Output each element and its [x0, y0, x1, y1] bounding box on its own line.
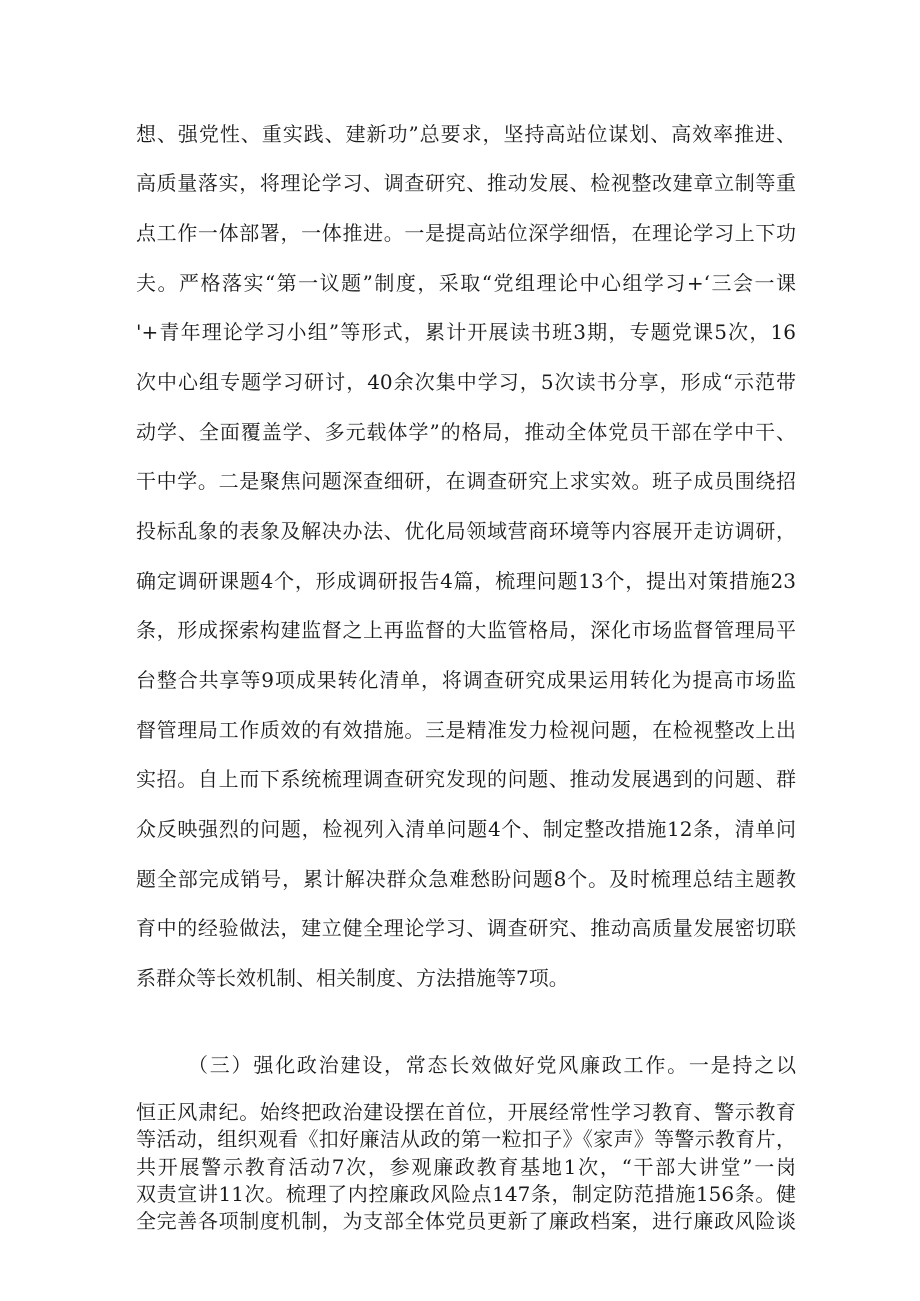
- section-heading-line: （三）强化政治建设，常态长效做好党风廉政工作。一是持之以: [188, 1053, 796, 1077]
- text-line: 点工作一体部署，一体推进。一是提高站位深学细悟，在理论学习上下功: [136, 221, 796, 245]
- text-line: 条，形成探索构建监督之上再监督的大监管格局，深化市场监督管理局平: [136, 618, 796, 642]
- text-line: 投标乱象的表象及解决办法、优化局领域营商环境等内容展开走访调研，: [136, 519, 796, 543]
- text-line: 次中心组专题学习研讨，40余次集中学习，5次读书分享，形成“示范带: [136, 370, 796, 394]
- text-line: 实招。自上而下系统梳理调查研究发现的问题、推动发展遇到的问题、群: [136, 767, 796, 791]
- text-line: 全完善各项制度机制，为支部全体党员更新了廉政档案，进行廉政风险谈: [136, 1209, 796, 1233]
- text-line: 系群众等长效机制、相关制度、方法措施等7项。: [136, 966, 569, 990]
- text-line: 夫。严格落实“第一议题”制度，采取“党组理论中心组学习+‘三会一课: [136, 271, 796, 295]
- text-line: 想、强党性、重实践、建新功”总要求，坚持高站位谋划、高效率推进、: [136, 122, 796, 146]
- text-line: 督管理局工作质效的有效措施。三是精准发力检视问题，在检视整改上出: [136, 718, 796, 742]
- text-line: 等活动，组织观看《扣好廉洁从政的第一粒扣子》《家声》等警示教育片，: [136, 1127, 796, 1151]
- text-line: 题全部完成销号，累计解决群众急难愁盼问题8个。及时梳理总结主题教: [136, 867, 796, 891]
- text-line: 双责宣讲11次。梳理了内控廉政风险点147条，制定防范措施156条。健: [136, 1182, 796, 1206]
- text-line: 高质量落实，将理论学习、调查研究、推动发展、检视整改建章立制等重: [136, 171, 796, 195]
- text-line: '+青年理论学习小组”等形式，累计开展读书班3期，专题党课5次，16: [136, 320, 796, 344]
- text-line: 恒正风肃纪。始终把政治建设摆在首位，开展经常性学习教育、警示教育: [136, 1100, 796, 1124]
- text-line: 动学、全面覆盖学、多元载体学”的格局，推动全体党员干部在学中干、: [136, 420, 796, 444]
- text-line: 台整合共享等9项成果转化清单，将调查研究成果运用转化为提高市场监: [136, 668, 796, 692]
- text-line: 众反映强烈的问题，检视列入清单问题4个、制定整改措施12条，清单问: [136, 817, 796, 841]
- text-line: 确定调研课题4个，形成调研报告4篇，梳理问题13个，提出对策措施23: [136, 569, 796, 593]
- text-line: 育中的经验做法，建立健全理论学习、调查研究、推动高质量发展密切联: [136, 916, 796, 940]
- text-line: 共开展警示教育活动7次，参观廉政教育基地1次，“干部大讲堂”一岗: [136, 1155, 796, 1179]
- text-line: 干中学。二是聚焦问题深查细研，在调查研究上求实效。班子成员围绕招: [136, 469, 796, 493]
